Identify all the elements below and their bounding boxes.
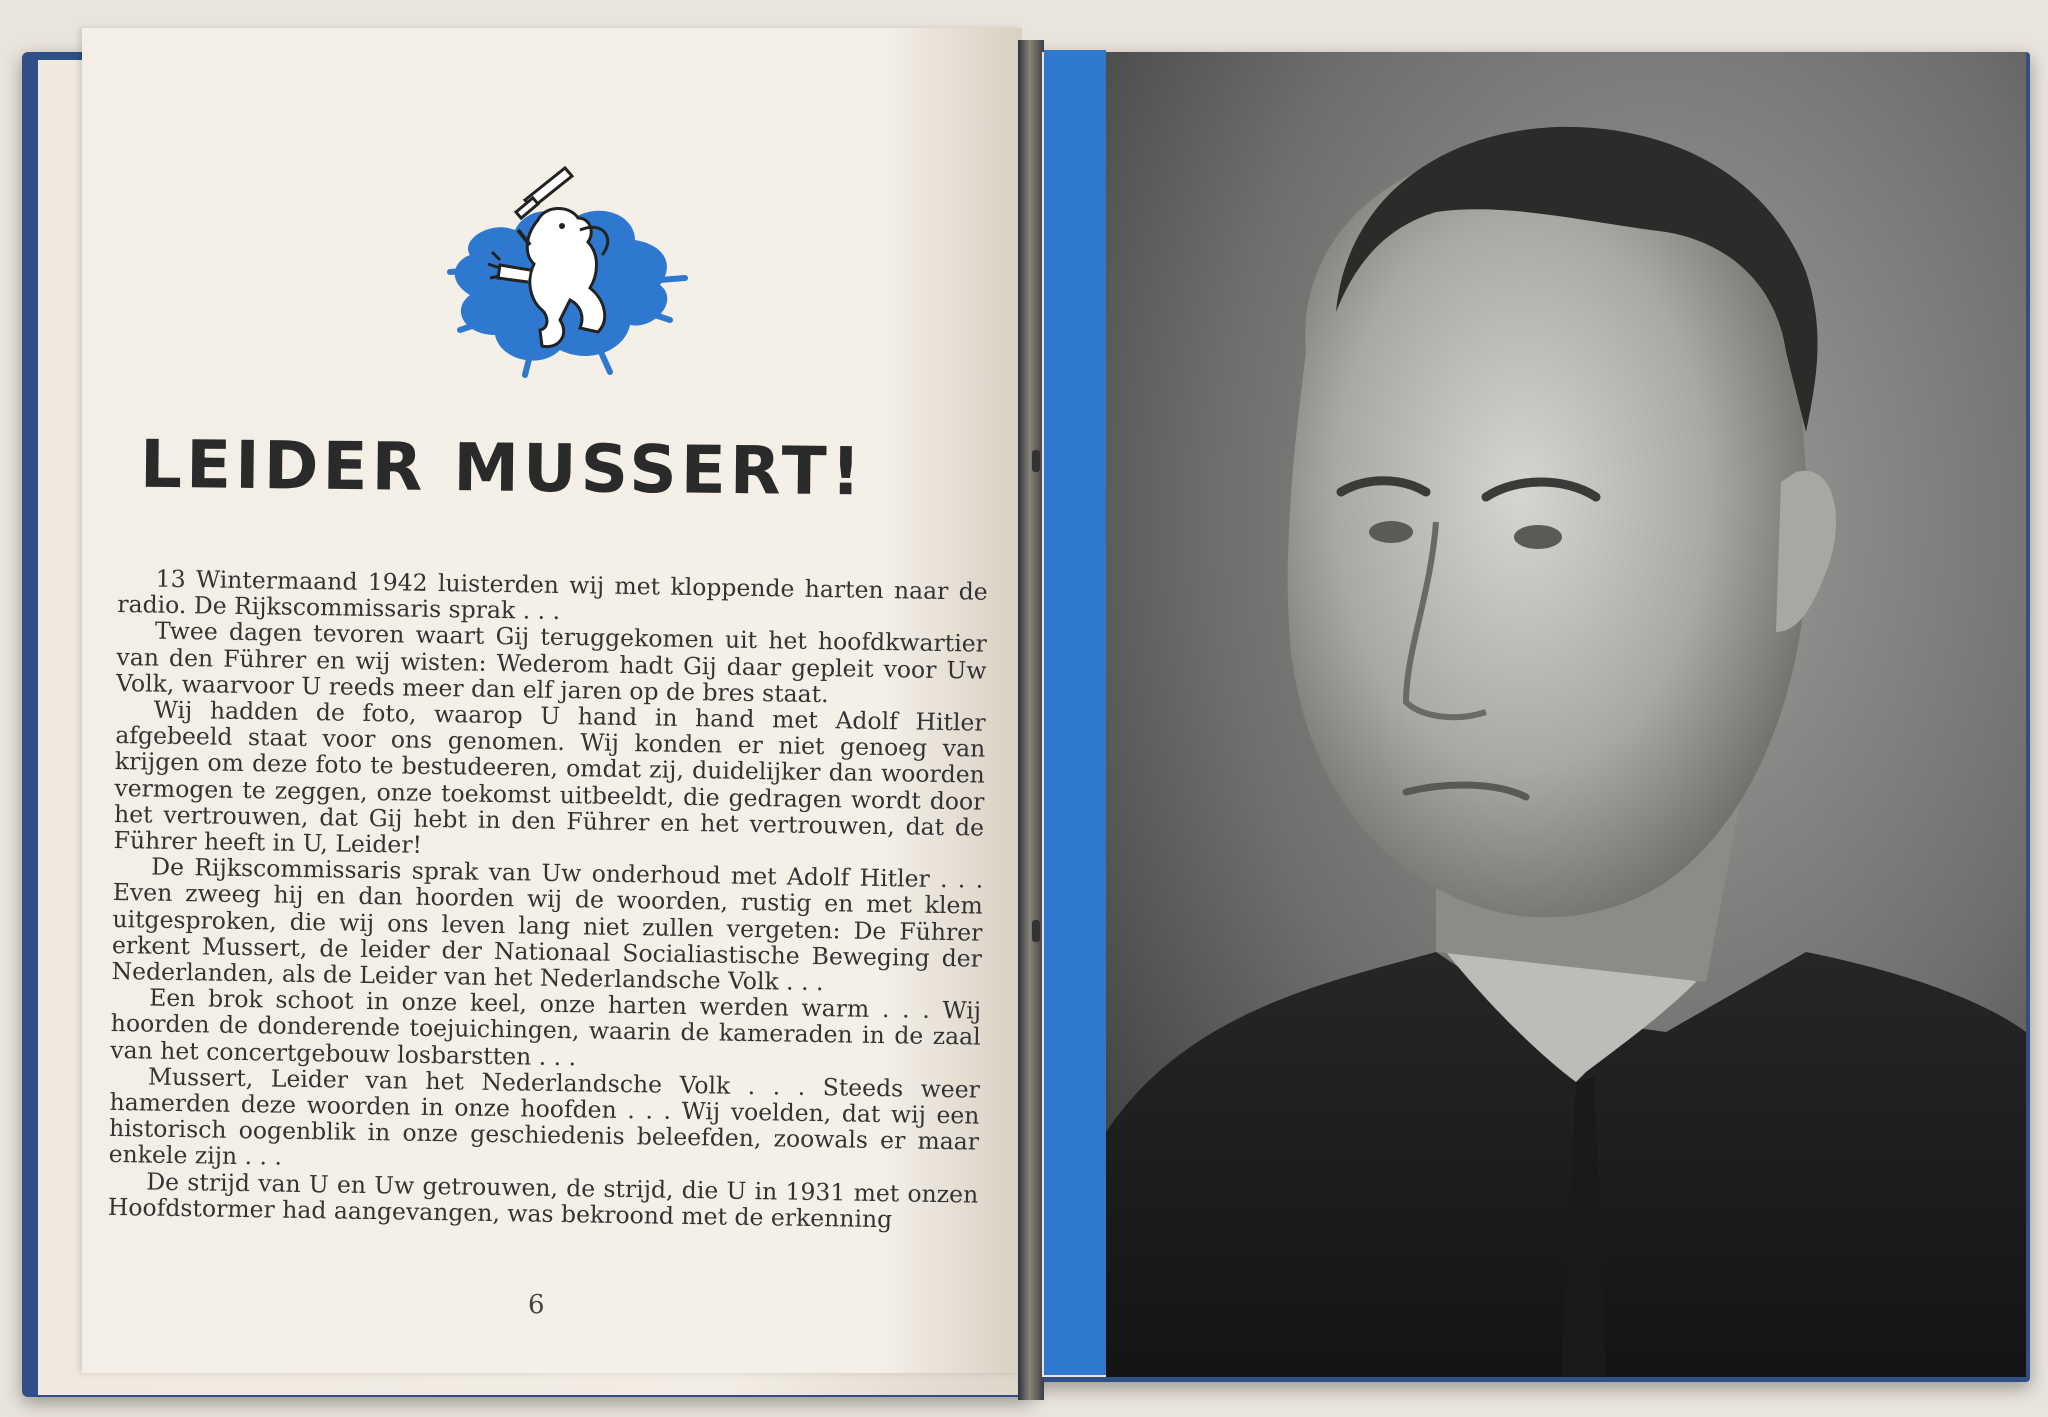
paragraph: Een brok schoot in onze keel, onze harten werden warm . . . Wij hoorden de donderende toejuichingen, waarin de kameraden in de zaal van het concertgebouw losbarstten . . . [110,983,982,1071]
portrait-photo [1106,52,2026,1377]
book-spine [1018,40,1044,1400]
page-headline: LEIDER MUSSERT! [139,425,866,511]
paragraph: Twee dagen tevoren waart Gij teruggekomen uit het hoofdkwartier van den Führer en wij wisten: Wederom hadt Gij daar gepleit voor Uw Volk, waarvoor U reeds meer dan elf jaren op de bres staat. [115,616,988,708]
binding-hole [1032,450,1040,472]
paragraph: Mussert, Leider van het Nederlandsche Volk . . . Steeds weer hamerden deze woorden in onze hoofden . . . Wij voelden, dat wij een historisch oogenblik in onze geschiedenis beleefden, zoowals er maar enkele zijn . . . [108,1062,981,1172]
paragraph: De Rijkscommissaris sprak van Uw onderhoud met Adolf Hitler . . . Even zweeg hij en dan hoorden wij de woorden, rustig en met klem uitgesproken, die wij ons leven lang niet zullen vergeten: De Führer erkent Mussert, de leider der Nationaal Socialiastische Beweging der Nederlanden, als de Leider van het Nederlandsche Volk . . . [111,852,984,997]
paragraph: Wij hadden de foto, waarop U hand in hand met Adolf Hitler afgebeeld staat voor ons genomen. Wij konden er niet genoeg van krijgen om deze foto te bestudeeren, omdat zij, duidelijker dan woorden vermogen te zeggen, onze toekomst uitbeeldt, die gedragen wordt door het vertrouwen, dat Gij hebt in den Führer en het vertrouwen, dat de Führer heeft in U, Leider! [113,695,986,859]
lion-emblem-icon [430,160,690,380]
binding-hole [1032,920,1040,942]
paragraph: De strijd van U en Uw getrouwen, de strijd, die U in 1931 met onzen Hoofdstormer had aangevangen, was bekroond met de erkenning [107,1167,979,1234]
page-number: 6 [528,1290,545,1320]
paragraph: 13 Wintermaand 1942 luisterden wij met kloppende harten naar de radio. De Rijkscommissaris sprak . . . [117,564,988,626]
blue-band [1044,50,1106,1375]
article-body [108,565,988,1234]
